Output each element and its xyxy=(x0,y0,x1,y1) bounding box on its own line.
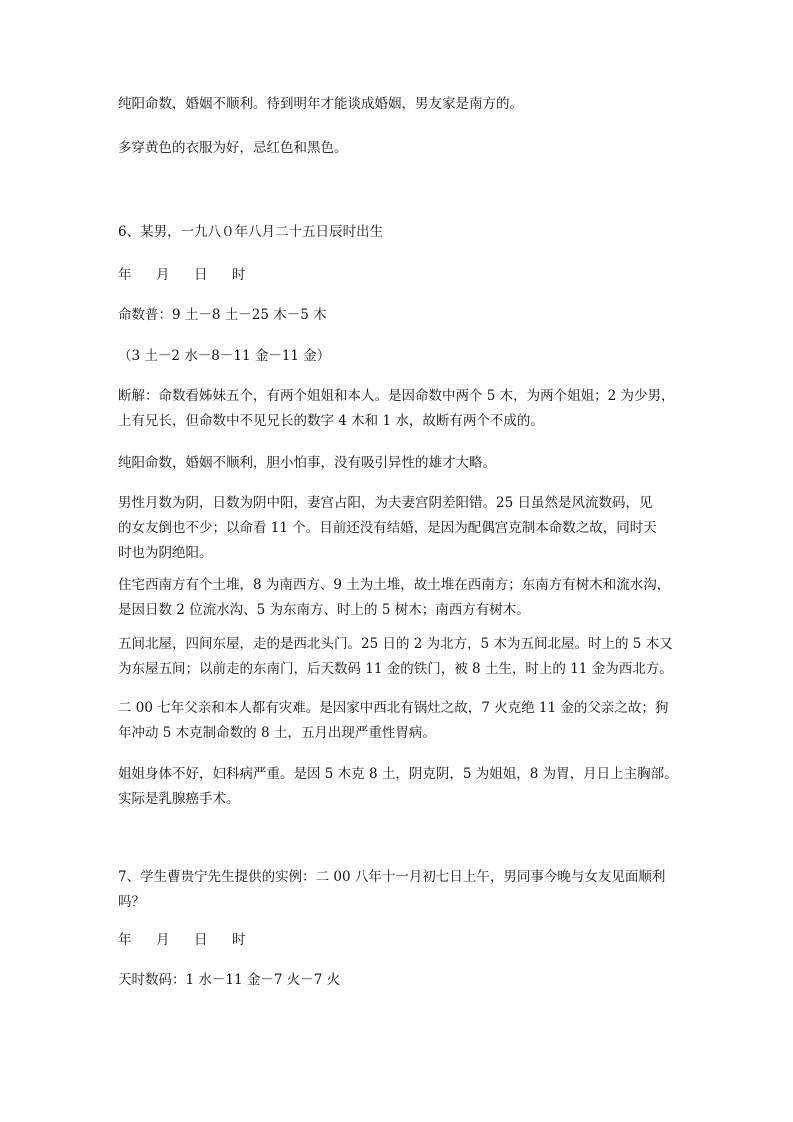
col-hour: 时 xyxy=(232,267,246,283)
example-6-heading xyxy=(118,220,680,245)
col-day: 日 xyxy=(194,932,208,948)
text-line: 实际是乳腺癌手术。 xyxy=(118,791,240,807)
text-line: 纯阳命数，婚姻不顺利。待到明年才能谈成婚姻，男友家是南方的。 xyxy=(118,96,523,112)
text-line: 二 00 七年父亲和本人都有灾难。是因家中西北有锅灶之故，7 火克绝 11 金的父亲之故；狗 xyxy=(118,700,669,716)
text-line: 为东屋五间；以前走的东南门，后天数码 11 金的铁门，被 8 土生，时上的 11 金为西北方。 xyxy=(118,661,673,677)
tianshi-numbers xyxy=(118,968,680,993)
paragraph-1 xyxy=(118,92,680,117)
text-line: 是因日数 2 位流水沟、5 为东南方、时上的 5 树木；南西方有树木。 xyxy=(118,602,530,618)
paragraph-male-month xyxy=(118,491,680,566)
text-line: 纯阳命数，婚姻不顺利，胆小怕事，没有吸引异性的雄才大略。 xyxy=(118,455,496,471)
year-month-day-hour-row-2 xyxy=(118,928,680,953)
col-day: 日 xyxy=(194,267,208,283)
text-line: 断解：命数看姊妹五个，有两个姐姐和本人。是因命数中两个 5 木，为两个姐姐；2 为少男， xyxy=(118,388,675,404)
ming-numbers xyxy=(118,303,680,328)
col-year: 年 xyxy=(118,267,132,283)
col-month: 月 xyxy=(156,267,170,283)
text-line: 年冲动 5 木克制命数的 8 土，五月出现严重性胃病。 xyxy=(118,725,436,741)
text-line: 姐姐身体不好，妇科病严重。是因 5 木克 8 土，阴克阴，5 为姐姐，8 为胃，月日上主胸部。 xyxy=(118,766,678,782)
text-line: 多穿黄色的衣服为好，忌红色和黑色。 xyxy=(118,140,348,156)
text-line: （3 土－2 水－8－11 金－11 金） xyxy=(118,348,331,364)
paragraph-judgment xyxy=(118,384,680,434)
col-hour: 时 xyxy=(232,932,246,948)
text-line: 吗？ xyxy=(118,894,145,910)
text-line: 时也为阴绝阳。 xyxy=(118,545,213,561)
text-line: 男性月数为阴，日数为阴中阳，妻宫占阳，为夫妻宫阴差阳错。25 日虽然是风流数码，见 xyxy=(118,495,653,511)
text-line: 6、某男，一九八０年八月二十五日辰时出生 xyxy=(118,224,384,240)
text-line: 五间北屋，四间东屋，走的是西北头门。25 日的 2 为北方，5 木为五间北屋。时上的 5 木又 xyxy=(118,636,673,652)
year-month-day-hour-row xyxy=(118,263,680,288)
text-line: 上有兄长，但命数中不见兄长的数字 4 木和 1 水，故断有两个不成的。 xyxy=(118,413,544,429)
text-line: 住宅西南方有个土堆，8 为南西方、9 土为土堆，故土堆在西南方；东南方有树木和流水沟， xyxy=(118,577,671,593)
text-line: 命数普：9 土－8 土－25 木－5 木 xyxy=(118,307,327,323)
paragraph-houses xyxy=(118,632,680,682)
col-month: 月 xyxy=(156,932,170,948)
paragraph-sister-health xyxy=(118,762,680,812)
ming-numbers-derived xyxy=(118,344,680,369)
paragraph-pure-yang xyxy=(118,451,680,476)
example-7-heading xyxy=(118,865,680,915)
text-line: 7、学生曹贵宁先生提供的实例：二 00 八年十一月初七日上午，男同事今晚与女友见面顺利 xyxy=(118,869,666,885)
paragraph-2007-disaster xyxy=(118,696,680,746)
col-year: 年 xyxy=(118,932,132,948)
paragraph-2 xyxy=(118,136,680,161)
text-line: 天时数码：1 水－11 金－7 火－7 火 xyxy=(118,972,341,988)
paragraph-residence xyxy=(118,573,680,623)
text-line: 的女友倒也不少；以命看 11 个。目前还没有结婚，是因为配偶宫克制本命数之故，同时天 xyxy=(118,520,657,536)
